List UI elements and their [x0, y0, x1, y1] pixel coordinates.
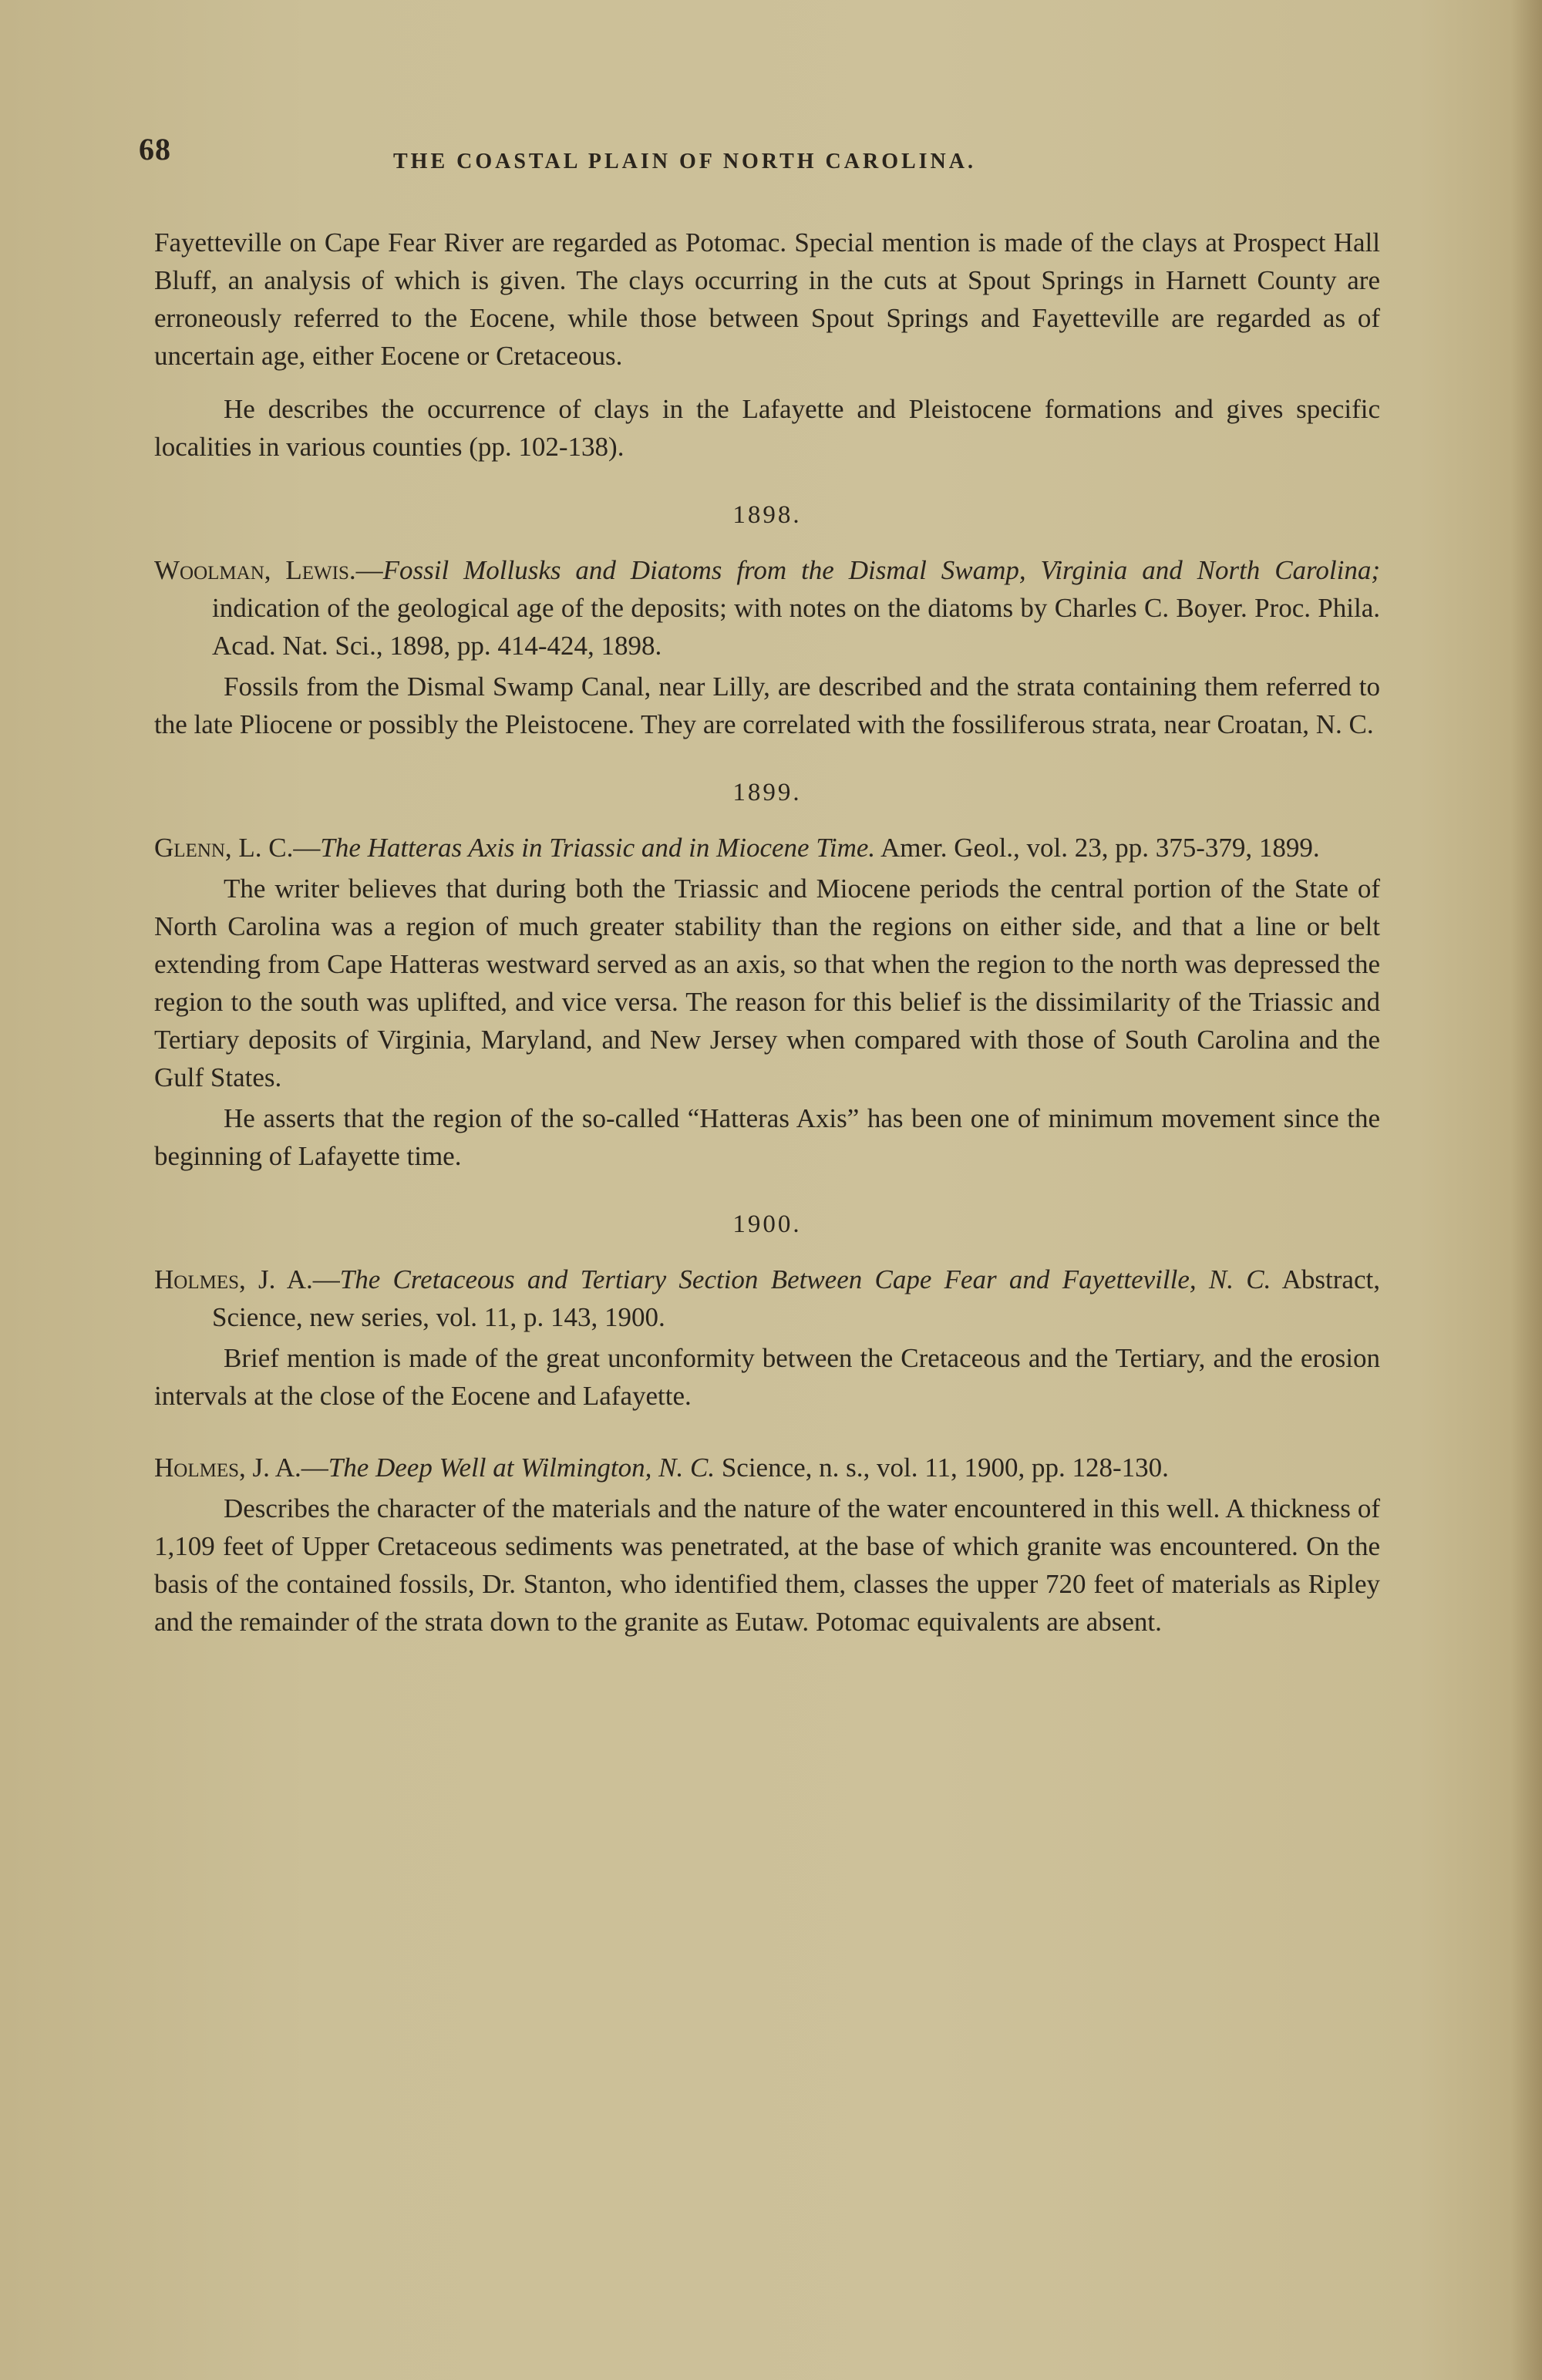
entry-summary: The writer believes that during both the Triassic and Miocene periods the central portion of the State of North Carolina was a region of much greater stability than the regions on either side, and that a line or belt extending from Cape Hatteras westward served as an axis, so that when the region to the north was depressed the region to the south was uplifted, and vice versa. The reason for this belief is the dissimilarity of the Triassic and Tertiary deposits of Virginia, Maryland, and New Jersey when compared with those of South Carolina and the Gulf States.: [154, 874, 1380, 1092]
entry-title: The Deep Well at Wilmington, N. C.: [328, 1453, 715, 1483]
entry-author: Woolman, Lewis.: [154, 555, 356, 585]
entry-author: Holmes, J. A.: [154, 1264, 313, 1294]
page-number: 68: [139, 132, 171, 167]
bibliography-entry: [154, 829, 1380, 1175]
bibliography-entry: [154, 1449, 1380, 1641]
entry-citation: indication of the geological age of the deposits; with notes on the diatoms by Charles C. Boyer. Proc. Phila. Acad. Nat. Sci., 1898, pp. 414-424, 1898.: [212, 593, 1380, 661]
entry-author: Holmes, J. A.: [154, 1453, 301, 1483]
year-heading: 1899.: [732, 779, 802, 806]
entry-heading: Glenn, L. C.—The Hatteras Axis in Triassic and in Miocene Time. Amer. Geol., vol. 23, pp. 375-379, 1899.: [154, 833, 1320, 863]
entry-heading: Holmes, J. A.—The Cretaceous and Tertiary Section Between Cape Fear and Fayetteville, N. C. Abstract, Science, new series, vol. 11, p. 143, 1900.: [154, 1264, 1380, 1332]
intro-paragraph: He describes the occurrence of clays in the Lafayette and Pleistocene formations and gives specific localities in various counties (pp. 102-138).: [154, 394, 1380, 462]
entry-citation: Science, n. s., vol. 11, 1900, pp. 128-130.: [721, 1453, 1169, 1483]
bibliography-entry: [154, 1261, 1380, 1415]
entry-spacer: [154, 1415, 1380, 1446]
entry-summary: Brief mention is made of the great unconformity between the Cretaceous and the Tertiary, and the erosion intervals at the close of the Eocene and Lafayette.: [154, 1343, 1380, 1411]
entry-author: Glenn, L. C.: [154, 833, 294, 863]
year-heading: 1900.: [732, 1210, 802, 1238]
page-header: [139, 131, 1403, 177]
entry-summary: Fossils from the Dismal Swamp Canal, near Lilly, are described and the strata containing them referred to the late Pliocene or possibly the Pleistocene. They are correlated with the fossiliferous strata, near Croatan, N. C.: [154, 672, 1380, 739]
entry-title: The Cretaceous and Tertiary Section Between Cape Fear and Fayetteville, N. C.: [339, 1264, 1271, 1294]
entry-title: The Hatteras Axis in Triassic and in Miocene Time.: [320, 833, 876, 863]
running-head: THE COASTAL PLAIN OF NORTH CAROLINA.: [393, 150, 976, 173]
entry-heading: Holmes, J. A.—The Deep Well at Wilmington, N. C. Science, n. s., vol. 11, 1900, pp. 128-130.: [154, 1453, 1169, 1483]
entry-summary: He asserts that the region of the so-called “Hatteras Axis” has been one of minimum movement since the beginning of Lafayette time.: [154, 1103, 1380, 1171]
entry-summary: Describes the character of the materials and the nature of the water encountered in this well. A thickness of 1,109 feet of Upper Cretaceous sediments was penetrated, at the base of which granite was encountered. On the basis of the contained fossils, Dr. Stanton, who identified them, classes the upper 720 feet of materials as Ripley and the remainder of the strata down to the granite as Eutaw. Potomac equivalents are absent.: [154, 1493, 1380, 1637]
bibliography-entry: [154, 551, 1380, 743]
entry-heading: Woolman, Lewis.—Fossil Mollusks and Diatoms from the Dismal Swamp, Virginia and North Carolina; indication of the geological age of the deposits; with notes on the diatoms by Charles C. Boyer. Proc. Phila. Acad. Nat. Sci., 1898, pp. 414-424, 1898.: [154, 555, 1380, 661]
page-edge-shadow: [1511, 0, 1542, 2380]
entry-citation: Amer. Geol., vol. 23, pp. 375-379, 1899.: [880, 833, 1320, 863]
entry-title: Fossil Mollusks and Diatoms from the Dismal Swamp, Virginia and North Carolina;: [382, 555, 1380, 585]
intro-paragraph: Fayetteville on Cape Fear River are regarded as Potomac. Special mention is made of the clays at Prospect Hall Bluff, an analysis of which is given. The clays occurring in the cuts at Spout Springs in Harnett County are erroneously referred to the Eocene, while those between Spout Springs and Fayetteville are regarded as of uncertain age, either Eocene or Cretaceous.: [154, 227, 1380, 371]
page-body: [154, 224, 1380, 1641]
entry-citation: Abstract, Science, new series, vol. 11, p. 143, 1900.: [212, 1264, 1380, 1332]
year-heading: 1898.: [732, 501, 802, 529]
